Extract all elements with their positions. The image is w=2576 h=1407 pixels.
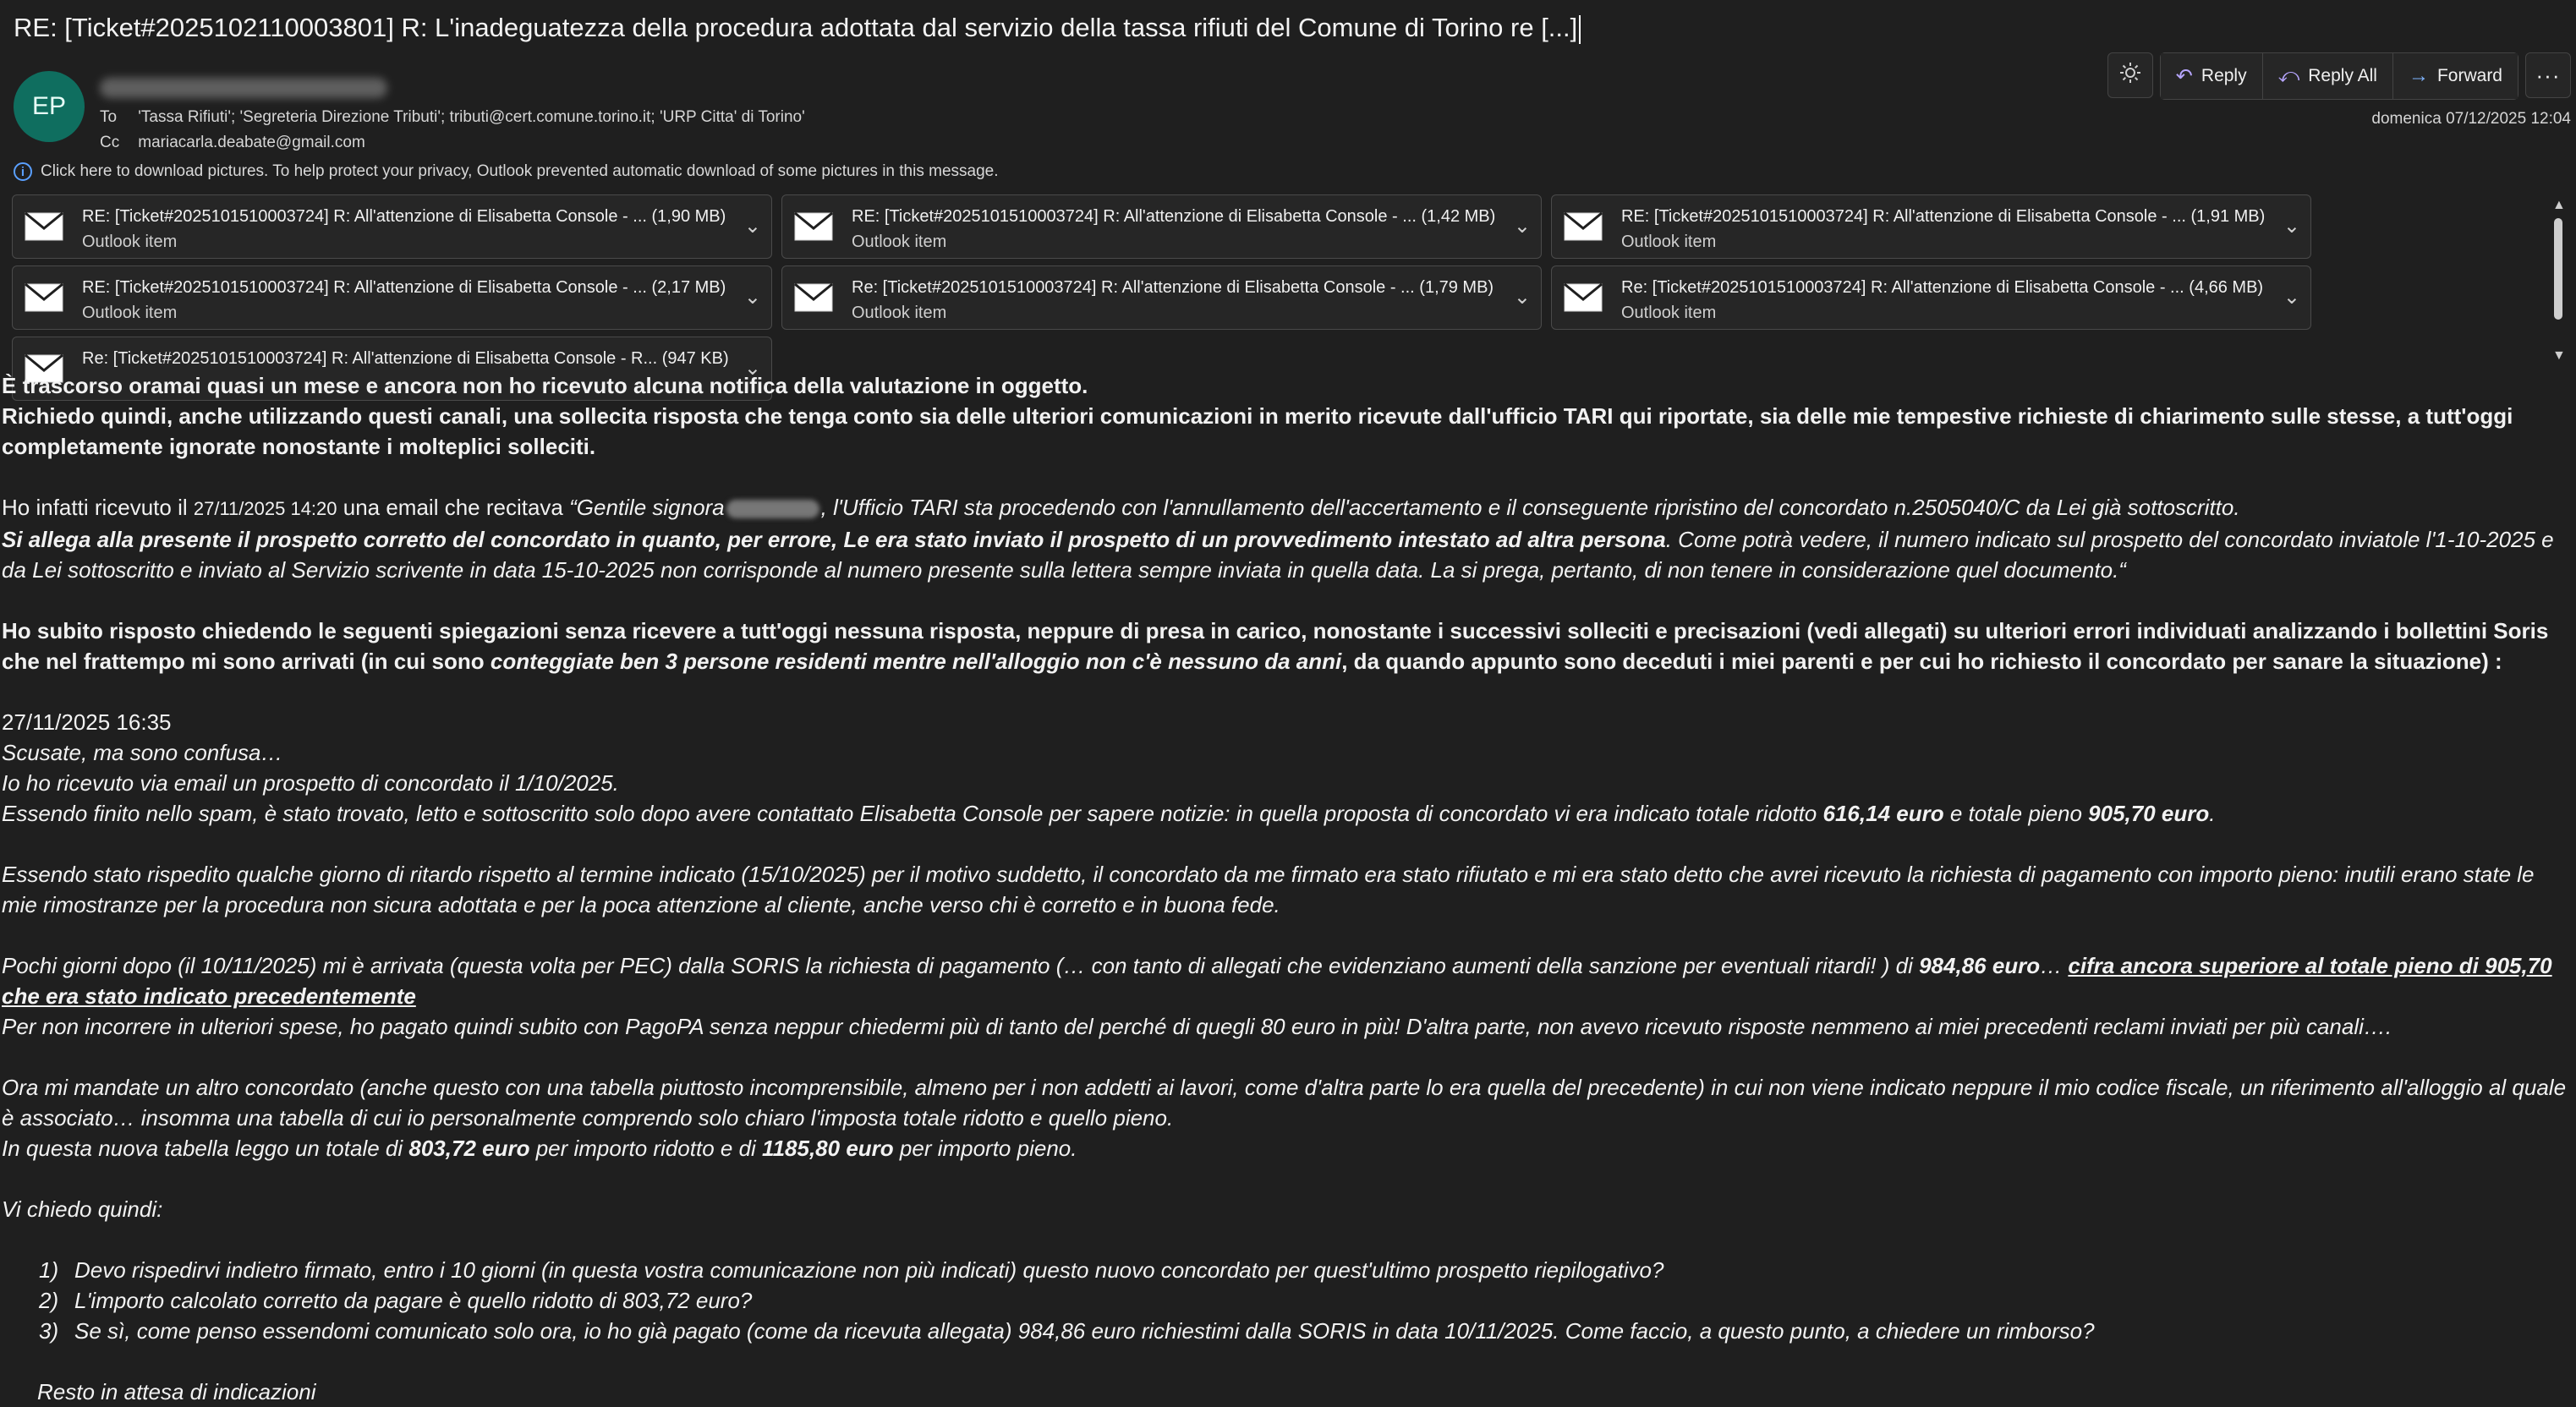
- text-run: Essendo finito nello spam, è stato trovato, letto e sottoscritto solo dopo avere contattato Elisabetta Console per sapere notizie: in quella proposta di concordato vi era indicato totale ridotto: [2, 801, 1823, 826]
- mail-envelope-icon: [25, 212, 63, 241]
- attachments-scrollbar[interactable]: [2549, 198, 2568, 364]
- reply-label: Reply: [2201, 66, 2247, 85]
- text-run: per importo ridotto e di: [529, 1136, 763, 1161]
- scroll-down-icon[interactable]: ▼: [2552, 348, 2566, 363]
- message-toolbar: [2107, 52, 2571, 100]
- attachments-panel: [12, 193, 2546, 380]
- text-run: 905,70 euro: [2088, 801, 2210, 826]
- text-run: 803,72 euro: [408, 1136, 530, 1161]
- more-actions-button[interactable]: [2525, 52, 2571, 98]
- chevron-down-icon[interactable]: ⌄: [1513, 215, 1531, 238]
- scroll-thumb[interactable]: [2554, 218, 2562, 320]
- chevron-down-icon[interactable]: ⌄: [743, 215, 761, 238]
- attachment-name: Re: [Ticket#2025101510003724] R: All'attenzione di Elisabetta Console - R... (947 KB): [82, 349, 729, 368]
- text-run: , l'Ufficio TARI sta procedendo con l'annullamento dell'accertamento e il conseguente ripristino del concordato n.2505040/C da Lei già sottoscritto.: [820, 495, 2240, 520]
- forward-label: Forward: [2436, 66, 2502, 85]
- list-item: [2, 1316, 2573, 1346]
- more-icon: ···: [2535, 62, 2561, 88]
- forward-button[interactable]: [2393, 53, 2518, 99]
- text-run: 1185,80 euro: [762, 1136, 894, 1161]
- to-row: [100, 108, 805, 127]
- mail-envelope-icon: [25, 283, 63, 312]
- text-run: . Come potrà vedere, il numero indicato sul prospetto del concordato inviatole l'1-10-2025 e da Lei sottoscritto e inviato al Servizio scrivente in data 15-10-2025 non corrisponde al numero presente sulla lettera sempre inviata in quella data. La si prega, pertanto, di non tenere in considerazione quel documento.“: [2, 527, 2554, 583]
- attachment-name: Re: [Ticket#2025101510003724] R: All'attenzione di Elisabetta Console - ... (1,79 MB): [852, 278, 1494, 297]
- message-body: [2, 370, 2573, 1407]
- cc-row: [100, 134, 365, 152]
- cc-label: Cc: [100, 134, 120, 151]
- cc-recipients[interactable]: mariacarla.deabate@gmail.com: [138, 134, 365, 151]
- mail-envelope-icon: [794, 283, 833, 312]
- list-text: Se sì, come penso essendomi comunicato solo ora, io ho già pagato (come da ricevuta allegata) 984,86 euro richiestimi dalla SORIS in data 10/11/2025. Come faccio, a questo punto, a chiedere un rimborso?: [74, 1318, 2095, 1344]
- subject-text: RE: [Ticket#2025102110003801] R: L'inadeguatezza della procedura adottata dal servizio della tassa rifiuti del Comune di Torino re [...]: [14, 13, 1578, 42]
- attachment-type: Outlook item: [82, 304, 178, 322]
- text-run: “Gentile signora: [569, 495, 725, 520]
- text-run: .: [2209, 801, 2216, 826]
- question-list: [2, 1255, 2573, 1346]
- attachment-card[interactable]: [781, 194, 1542, 259]
- list-number: 1): [39, 1257, 59, 1283]
- chevron-down-icon[interactable]: ⌄: [743, 357, 761, 380]
- body-paragraph: Io ho ricevuto via email un prospetto di concordato il 1/10/2025.: [2, 770, 619, 796]
- text-run: e totale pieno: [1943, 801, 2089, 826]
- body-paragraph: Vi chiedo quindi:: [2, 1196, 163, 1222]
- redacted-name: [726, 500, 819, 518]
- text-run: 27/11/2025 14:20: [193, 498, 337, 519]
- reply-icon: ↶: [2175, 64, 2193, 88]
- body-paragraph: [2, 950, 2573, 1011]
- chevron-down-icon[interactable]: ⌄: [1513, 286, 1531, 309]
- body-paragraph: Essendo stato rispedito qualche giorno di ritardo rispetto al termine indicato (15/10/2025) per il motivo suddetto, il concordato da me firmato era stato rifiutato e mi era stato detto che avrei ricevuto la richiesta di pagamento con importo pieno: inutili erano state le mie rimostranze per la procedura non sicura adottata e per la poca attenzione al cliente, anche verso chi è corretto e in buona fede.: [2, 862, 2535, 917]
- body-paragraph: [2, 616, 2573, 676]
- text-run: In questa nuova tabella leggo un totale di: [2, 1136, 409, 1161]
- body-paragraph: [2, 492, 2573, 524]
- attachment-card[interactable]: [781, 266, 1542, 330]
- to-recipients[interactable]: 'Tassa Rifiuti'; 'Segreteria Direzione Tributi'; tributi@cert.comune.torino.it; 'URP Citta' di Torino': [138, 108, 805, 126]
- list-item: [2, 1255, 2573, 1285]
- attachment-name: RE: [Ticket#2025101510003724] R: All'attenzione di Elisabetta Console - ... (1,91 MB): [1621, 207, 2266, 226]
- mail-envelope-icon: [794, 212, 833, 241]
- text-run: cifra ancora superiore al totale pieno di 905,70 che era stato indicato precedentemente: [2, 953, 2552, 1009]
- reply-all-label: Reply All: [2308, 66, 2377, 85]
- privacy-info-bar[interactable]: [14, 162, 999, 181]
- mail-envelope-icon: [1564, 212, 1603, 241]
- forward-icon: →: [2408, 64, 2429, 87]
- list-number: 2): [39, 1288, 59, 1313]
- attachment-name: RE: [Ticket#2025101510003724] R: All'attenzione di Elisabetta Console - ... (1,42 MB): [852, 207, 1496, 226]
- mail-envelope-icon: [1564, 283, 1603, 312]
- text-run: Pochi giorni dopo (il 10/11/2025) mi è arrivata (questa volta per PEC) dalla SORIS la richiesta di pagamento (… con tanto di allegati che evidenziano aumenti della sanzione per eventuali ritardi! ) di: [2, 953, 1920, 978]
- redaction-blur: [100, 78, 387, 98]
- sender-name-redacted[interactable]: [100, 76, 387, 98]
- text-run: conteggiate ben 3 persone residenti mentre nell'alloggio non c'è nessuno da anni: [490, 649, 1342, 674]
- list-text: L'importo calcolato corretto da pagare è quello ridotto di 803,72 euro?: [74, 1288, 753, 1313]
- reply-button[interactable]: [2161, 53, 2263, 99]
- body-paragraph: Per non incorrere in ulteriori spese, ho pagato quindi subito con PagoPA senza neppur chiedermi più di tanto del perché di quegli 80 euro in più! D'altra parte, non avevo ricevuto risposte nemmeno ai miei precedenti reclami inviati per più canali….: [2, 1014, 2392, 1039]
- attachment-card[interactable]: [1551, 266, 2311, 330]
- text-run: Ho infatti ricevuto il: [2, 495, 194, 520]
- chevron-down-icon[interactable]: ⌄: [2283, 215, 2300, 238]
- list-number: 3): [39, 1318, 59, 1344]
- text-run: 616,14 euro: [1822, 801, 1944, 826]
- reply-all-icon: ⤺: [2277, 64, 2300, 87]
- attachment-type: Outlook item: [82, 233, 178, 251]
- reply-button-group: [2160, 52, 2518, 100]
- attachment-card[interactable]: [12, 266, 772, 330]
- body-paragraph: Ora mi mandate un altro concordato (anche questo con una tabella piuttosto incomprensibile, almeno per i non addetti ai lavori, come d'altra parte lo era quella del precedente) in cui non viene indicato neppure il mio codice fiscale, un riferimento all'alloggio al quale è associato… insomma una tabella di cui io personalmente comprendo solo chiaro l'imposta totale ridotto e quello pieno.: [2, 1075, 2567, 1131]
- chevron-down-icon[interactable]: ⌄: [743, 286, 761, 309]
- text-run: Ho subito risposto chiedendo le seguenti spiegazioni senza ricevere a tutt'oggi nessuna risposta, neppure di presa in carico, nonostante i successivi solleciti e precisazioni (vedi allegati) su ulteriori errori individuati analizzando i bollettini Soris che nel frattempo mi sono arrivati (in cui sono: [2, 618, 2549, 674]
- body-paragraph: 27/11/2025 16:35: [2, 709, 172, 735]
- attachment-name: Re: [Ticket#2025101510003724] R: All'attenzione di Elisabetta Console - ... (4,66 MB): [1621, 278, 2264, 297]
- attachment-type: Outlook item: [852, 304, 947, 322]
- list-text: Devo rispedirvi indietro firmato, entro i 10 giorni (in questa vostra comunicazione non più indicati) questo nuovo concordato per quest'ultimo prospetto riepilogativo?: [74, 1257, 1664, 1283]
- attachment-type: Outlook item: [1621, 304, 1717, 322]
- text-run: una email che recitava: [337, 495, 570, 520]
- attachment-name: RE: [Ticket#2025101510003724] R: All'attenzione di Elisabetta Console - ... (2,17 MB): [82, 278, 726, 297]
- attachment-name: RE: [Ticket#2025101510003724] R: All'attenzione di Elisabetta Console - ... (1,90 MB): [82, 207, 726, 226]
- list-item: [2, 1285, 2573, 1316]
- attachment-card[interactable]: [1551, 194, 2311, 259]
- text-run: Si allega alla presente il prospetto corretto del concordato in quanto, per errore, Le era stato inviato il prospetto di un provvedimento intestato ad altra persona: [2, 527, 1666, 552]
- text-run: 984,86 euro: [1919, 953, 2041, 978]
- email-subject: [14, 8, 1705, 47]
- text-run: , da quando appunto sono deceduti i miei parenti e per cui ho richiesto il concordato per sanare la situazione) :: [1341, 649, 2502, 674]
- theme-toggle-button[interactable]: [2107, 52, 2153, 98]
- body-paragraph: Scusate, ma sono confusa…: [2, 740, 283, 765]
- attachment-card[interactable]: [12, 194, 772, 259]
- info-bar-text: Click here to download pictures. To help protect your privacy, Outlook prevented automatic download of some pictures in this message.: [41, 162, 999, 180]
- attachment-type: Outlook item: [1621, 233, 1717, 251]
- sender-avatar[interactable]: EP: [14, 71, 85, 142]
- body-paragraph: Resto in attesa di indicazioni: [37, 1379, 316, 1404]
- body-paragraph: Richiedo quindi, anche utilizzando questi canali, una sollecita risposta che tenga conto sia delle ulteriori comunicazioni in merito ricevute dall'ufficio TARI qui riportate, sia delle mie tempestive richieste di chiarimento sulle stesse, a tutt'oggi completamente ignorate nonostante i molteplici solleciti.: [2, 403, 2513, 459]
- text-caret: [1579, 15, 1581, 44]
- text-run: per importo pieno.: [893, 1136, 1077, 1161]
- scroll-up-icon[interactable]: ▲: [2552, 198, 2566, 212]
- reply-all-button[interactable]: [2263, 53, 2393, 99]
- body-paragraph: È trascorso oramai quasi un mese e ancora non ho ricevuto alcuna notifica della valutazione in oggetto.: [2, 373, 1088, 398]
- body-paragraph: [2, 798, 2573, 829]
- sent-date: domenica 07/12/2025 12:04: [2371, 110, 2571, 128]
- body-paragraph: [2, 524, 2573, 585]
- body-paragraph: [2, 1133, 2573, 1163]
- text-run: …: [2040, 953, 2069, 978]
- chevron-down-icon[interactable]: ⌄: [2283, 286, 2300, 309]
- attachment-type: Outlook item: [852, 233, 947, 251]
- sun-icon: [2119, 62, 2141, 89]
- info-icon: i: [14, 162, 32, 181]
- to-label: To: [100, 108, 118, 126]
